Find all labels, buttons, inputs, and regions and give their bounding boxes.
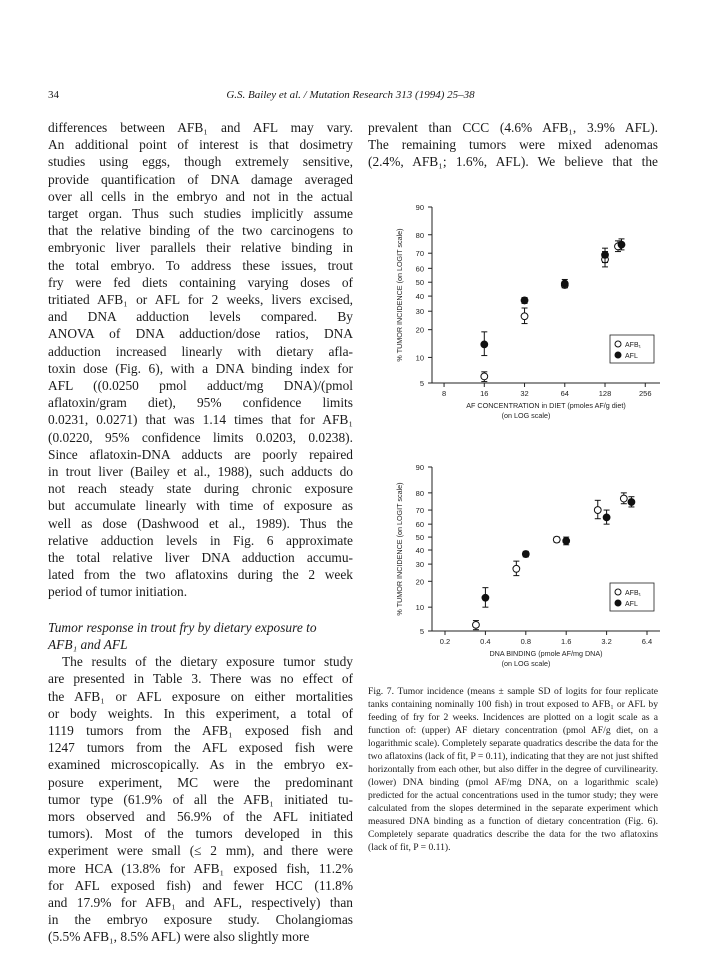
text-line: or body weights. In this experiment, a total of bbox=[48, 705, 353, 721]
x-tick-label: 256 bbox=[639, 389, 652, 398]
text-line: An additional point of interest is that dosimetry bbox=[48, 137, 353, 153]
text-line: (2.4%, AFB₁; 1.6%, AFL). We believe that the bbox=[368, 154, 658, 170]
x-tick-label: 8 bbox=[441, 389, 447, 398]
text-line: lated from the two aflatoxins during the 2 week bbox=[48, 567, 353, 583]
y-axis-label: % TUMOR INCIDENCE (on LOGIT scale) bbox=[395, 482, 404, 616]
y-tick-label: 20 bbox=[415, 325, 424, 335]
y-tick-label: 50 bbox=[415, 533, 424, 543]
x-tick-label: 32 bbox=[520, 389, 529, 398]
y-tick-label: 20 bbox=[415, 577, 424, 587]
legend-label: AFL bbox=[625, 601, 638, 608]
y-tick-label: 40 bbox=[415, 546, 424, 556]
afl-data-point bbox=[521, 297, 528, 304]
x-axis-sublabel: (on LOG scale) bbox=[501, 411, 551, 420]
text-line: ANOVA of DNA adduction/dose ratios, DNA bbox=[48, 326, 353, 342]
text-line: the AFB₁ or AFL exposure on either mortalities bbox=[48, 688, 353, 704]
text-line: toxin dose (Fig. 6), with a DNA binding index for bbox=[48, 360, 353, 376]
text-line: AFL ((0.0250 pmol adduct/mg DNA)/(pmol bbox=[48, 378, 353, 394]
legend-afl-marker bbox=[615, 352, 621, 358]
text-line: more HCA (13.8% for AFB₁ exposed fish, 11.2% bbox=[48, 860, 353, 876]
y-tick-label: 10 bbox=[415, 603, 424, 613]
x-tick-label: 64 bbox=[560, 389, 569, 398]
text-line: tumor type (61.9% of all the AFB₁ initiated tu- bbox=[48, 791, 353, 807]
x-tick-label: 1.6 bbox=[560, 637, 572, 646]
afb1-data-point bbox=[620, 495, 627, 502]
text-line: but accumulate linearly with time of exposure as bbox=[48, 498, 353, 514]
figure-caption: Fig. 7. Tumor incidence (means ± sample SD of logits for four replicate tanks containing nominally 100 fish) in trout exposed to AFB₁ or AFL by feeding of fry for 2 weeks. Incidences are plotted on a logit scale as a function of: (upper) AF dietary concentration (pmol AF/g diet, on a logarithmic scale). Completely separate quadratics describe the data for the two aflatoxins (lack of fit, P = 0.11), indicating that they are not just shifted horizontally from each other, but also differ in the degree of curvilinearity. (lower) DNA binding (pmol AF/mg DNA, on a logarithmic scale) predicted for the actual concentrations used in the tumor study; they were calculated from the slopes determined in the separate experiment which measured DNA binding as a function of dietary concentration (Fig. 6). Completely separate quadratics describe the data for the two aflatoxins (lack of fit, P = 0.11). bbox=[368, 686, 658, 853]
section-heading-line: Tumor response in trout fry by dietary exposure to bbox=[48, 619, 317, 635]
legend-label: AFB₁ bbox=[625, 342, 641, 349]
text-line: well as dose (Dashwood et al., 1989). Thus the bbox=[48, 515, 353, 531]
text-line: for AFL exposed fish) and fewer HCC (11.8% bbox=[48, 877, 353, 893]
left-column bbox=[48, 119, 353, 946]
afl-data-point bbox=[561, 280, 568, 287]
figure-7-lower-chart bbox=[370, 455, 670, 683]
x-axis-label: AF CONCENTRATION in DIET (pmoles AF/g diet) bbox=[466, 401, 626, 410]
text-line: the total embryo. To address these issues, trout bbox=[48, 257, 353, 273]
x-tick-label: 3.2 bbox=[601, 637, 612, 646]
y-tick-label: 50 bbox=[415, 278, 424, 288]
y-axis-label: % TUMOR INCIDENCE (on LOGIT scale) bbox=[395, 228, 404, 362]
text-line: target organ. Thus such studies implicitly assume bbox=[48, 206, 353, 222]
text-line: mors observed and 56.9% of the AFL initiated bbox=[48, 808, 353, 824]
text-line: studies using eggs, though extremely sensitive, bbox=[48, 154, 353, 170]
right-column-text bbox=[368, 119, 658, 171]
legend-afb1-marker bbox=[615, 341, 621, 347]
text-line: Since aflatoxin-DNA adducts are poorly repaired bbox=[48, 446, 353, 462]
afb1-data-point bbox=[513, 565, 520, 572]
afl-data-point bbox=[602, 251, 609, 258]
x-tick-label: 0.2 bbox=[439, 637, 451, 646]
legend-label: AFB₁ bbox=[625, 590, 641, 597]
text-line: over all cells in the embryo and not in the actual bbox=[48, 188, 353, 204]
x-tick-label: 128 bbox=[598, 389, 612, 398]
section-heading-line: AFB₁ and AFL bbox=[48, 636, 128, 652]
text-line: 0.0231, 0.0271) that was 1.14 times that for AFB₁ bbox=[48, 412, 353, 428]
y-tick-label: 70 bbox=[415, 506, 424, 516]
text-line: differences between AFB₁ and AFL may vary. bbox=[48, 120, 353, 135]
figure-7-upper-chart bbox=[370, 195, 670, 435]
text-line: examined microscopically. As in the embryo ex- bbox=[48, 757, 353, 773]
y-tick-label: 60 bbox=[415, 264, 424, 274]
text-line: relative adduction levels in Fig. 6 approximate bbox=[48, 532, 353, 548]
x-axis-sublabel: (on LOG scale) bbox=[501, 659, 551, 668]
text-line: the total relative liver DNA adduction accumu- bbox=[48, 550, 353, 566]
legend-afl-marker bbox=[615, 600, 621, 606]
body-paragraph bbox=[48, 119, 353, 601]
y-tick-label: 70 bbox=[415, 249, 424, 259]
afb1-data-point bbox=[553, 536, 560, 543]
text-line: are presented in Table 3. There was no effect of bbox=[48, 671, 353, 687]
afb1-data-point bbox=[594, 507, 601, 514]
text-line: not reach steady state during chronic exposure bbox=[48, 481, 353, 497]
x-axis-label: DNA BINDING (pmole AF/mg DNA) bbox=[489, 649, 603, 658]
text-line: posure experiment, MC were the predominant bbox=[48, 774, 353, 790]
x-tick-label: 6.4 bbox=[641, 637, 653, 646]
x-tick-label: 0.4 bbox=[480, 637, 491, 646]
text-line: period of tumor initiation. bbox=[48, 584, 188, 600]
y-tick-label: 10 bbox=[415, 353, 424, 363]
x-tick-label: 16 bbox=[480, 389, 489, 398]
afl-data-point bbox=[618, 241, 625, 248]
afl-data-point bbox=[481, 341, 488, 348]
section-heading bbox=[48, 619, 353, 653]
afb1-data-point bbox=[473, 621, 480, 628]
y-tick-label: 80 bbox=[415, 230, 424, 240]
running-head: G.S. Bailey et al. / Mutation Research 313 (1994) 25–38 bbox=[226, 89, 475, 101]
y-tick-label: 90 bbox=[415, 203, 424, 212]
text-line: 1247 tumors from the AFL exposed fish were bbox=[48, 740, 353, 756]
text-line: provide quantification of DNA damage averaged bbox=[48, 171, 353, 187]
text-line: aflatoxin/gram diet), 95% confidence limits bbox=[48, 395, 353, 411]
text-line: (0.0220, 95% confidence limits 0.0203, 0.0238). bbox=[48, 429, 353, 445]
afl-data-point bbox=[482, 594, 489, 601]
y-tick-label: 30 bbox=[415, 307, 424, 317]
text-line: fry were fed diets containing varying doses of bbox=[48, 274, 353, 290]
text-line: tritiated AFB₁ or AFL for 2 weeks, livers excised, bbox=[48, 292, 353, 308]
y-tick-label: 40 bbox=[415, 292, 424, 302]
text-line: tumors). Most of the tumors developed in this bbox=[48, 826, 353, 842]
text-line: in trout liver (Bailey et al., 1988), such adducts do bbox=[48, 464, 353, 480]
text-line: that the relative binding of the two carcinogens to bbox=[48, 223, 353, 239]
text-line: embryonic liver parallels their relative binding in bbox=[48, 240, 353, 256]
y-tick-label: 5 bbox=[419, 379, 424, 388]
y-tick-label: 30 bbox=[415, 560, 424, 570]
y-tick-label: 60 bbox=[415, 520, 424, 530]
y-tick-label: 80 bbox=[415, 488, 424, 498]
text-line: and 17.9% for AFB₁ and AFL, respectively) than bbox=[48, 894, 353, 910]
text-line: and DNA adduction levels compared. By bbox=[48, 309, 353, 325]
text-line: The results of the dietary exposure tumor study bbox=[62, 654, 353, 670]
x-tick-label: 0.8 bbox=[520, 637, 532, 646]
text-line: prevalent than CCC (4.6% AFB₁, 3.9% AFL). bbox=[368, 120, 658, 135]
afb1-data-point bbox=[521, 313, 528, 320]
page-number: 34 bbox=[48, 89, 59, 101]
y-tick-label: 5 bbox=[419, 627, 424, 636]
body-paragraph bbox=[48, 653, 353, 945]
text-line: in the embryo exposure study. Cholangiomas bbox=[48, 912, 353, 928]
text-line: experiment were small (≤ 2 mm), and there were bbox=[48, 843, 353, 859]
afl-data-point bbox=[628, 499, 635, 506]
afl-data-point bbox=[603, 514, 610, 521]
afb1-data-point bbox=[481, 373, 488, 380]
text-line: (5.5% AFB₁, 8.5% AFL) were also slightly more bbox=[48, 929, 310, 945]
text-line: adduction increased linearly with dietary afla- bbox=[48, 343, 353, 359]
afl-data-point bbox=[522, 551, 529, 558]
legend-label: AFL bbox=[625, 353, 638, 360]
text-line: 1119 tumors from the AFB₁ exposed fish and bbox=[48, 722, 353, 738]
text-line: The remaining tumors were mixed adenomas bbox=[368, 137, 658, 153]
legend-afb1-marker bbox=[615, 589, 621, 595]
afl-data-point bbox=[563, 538, 570, 545]
y-tick-label: 90 bbox=[415, 463, 424, 472]
